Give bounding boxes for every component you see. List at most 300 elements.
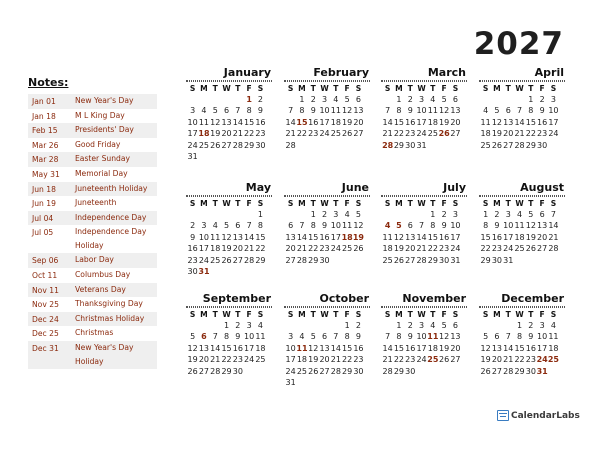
day-cell[interactable]: 26	[221, 255, 232, 265]
day-cell[interactable]: 16	[232, 343, 243, 353]
day-cell[interactable]: 3	[190, 106, 196, 116]
day-cell[interactable]: 3	[321, 95, 328, 104]
day-cell[interactable]: 6	[288, 221, 294, 231]
day-cell[interactable]: 17	[198, 244, 210, 254]
day-cell[interactable]: 25	[514, 244, 525, 254]
day-cell[interactable]: 7	[235, 106, 241, 116]
day-cell[interactable]: 1	[344, 321, 350, 330]
day-cell[interactable]: 19	[439, 343, 450, 353]
day-cell[interactable]: 24	[285, 366, 296, 376]
day-cell[interactable]: 1	[223, 321, 230, 330]
day-cell[interactable]: 11	[255, 332, 266, 342]
day-cell[interactable]: 18	[255, 343, 266, 353]
day-cell[interactable]: 14	[232, 117, 243, 127]
day-cell[interactable]: 24	[450, 244, 461, 254]
day-cell[interactable]: 20	[198, 355, 210, 365]
day-cell[interactable]: 4	[201, 106, 207, 116]
day-cell[interactable]: 27	[319, 366, 330, 376]
day-cell[interactable]: 6	[505, 106, 511, 116]
day-cell[interactable]: 21	[244, 244, 255, 254]
day-cell[interactable]: 4	[344, 210, 350, 219]
day-cell[interactable]: 28	[232, 140, 243, 150]
day-cell[interactable]: 22	[480, 244, 491, 254]
day-cell[interactable]: 8	[483, 221, 489, 231]
day-cell[interactable]: 12	[439, 106, 450, 116]
day-cell[interactable]: 8	[344, 332, 350, 342]
holiday-date[interactable]: 19	[352, 232, 364, 242]
day-cell[interactable]: 9	[235, 332, 241, 342]
day-cell[interactable]: 2	[235, 321, 241, 330]
day-cell[interactable]: 18	[296, 355, 308, 365]
day-cell[interactable]: 20	[221, 129, 232, 139]
day-cell[interactable]: 14	[296, 232, 308, 242]
day-cell[interactable]: 17	[330, 232, 341, 242]
day-cell[interactable]: 5	[494, 106, 500, 116]
day-cell[interactable]: 30	[255, 140, 266, 150]
day-cell[interactable]: 18	[427, 117, 438, 127]
day-cell[interactable]: 20	[232, 244, 243, 254]
day-cell[interactable]: 22	[255, 244, 266, 254]
day-cell[interactable]: 12	[342, 106, 353, 116]
day-cell[interactable]: 28	[514, 140, 525, 150]
day-cell[interactable]: 12	[308, 343, 319, 353]
day-cell[interactable]: 31	[503, 255, 514, 265]
day-cell[interactable]: 7	[212, 332, 218, 342]
day-cell[interactable]: 30	[491, 255, 503, 265]
day-cell[interactable]: 19	[210, 129, 221, 139]
day-cell[interactable]: 2	[257, 95, 263, 104]
day-cell[interactable]: 21	[548, 232, 559, 242]
day-cell[interactable]: 5	[528, 210, 534, 219]
day-cell[interactable]: 16	[187, 244, 198, 254]
day-cell[interactable]: 24	[319, 129, 330, 139]
day-cell[interactable]: 19	[491, 129, 503, 139]
day-cell[interactable]: 20	[450, 343, 461, 353]
day-cell[interactable]: 21	[382, 355, 393, 365]
day-cell[interactable]: 8	[516, 332, 523, 342]
holiday-date[interactable]: 25	[427, 355, 439, 365]
day-cell[interactable]: 9	[407, 332, 413, 342]
day-cell[interactable]: 4	[333, 95, 339, 104]
day-cell[interactable]: 30	[439, 255, 450, 265]
day-cell[interactable]: 28	[382, 366, 393, 376]
day-cell[interactable]: 26	[393, 255, 405, 265]
day-cell[interactable]: 29	[342, 366, 353, 376]
day-cell[interactable]: 29	[525, 140, 536, 150]
day-cell[interactable]: 10	[319, 106, 330, 116]
day-cell[interactable]: 22	[393, 355, 405, 365]
day-cell[interactable]: 10	[450, 221, 461, 231]
day-cell[interactable]: 9	[528, 332, 534, 342]
day-cell[interactable]: 11	[210, 232, 221, 242]
day-cell[interactable]: 1	[310, 210, 316, 219]
day-cell[interactable]: 15	[514, 343, 525, 353]
day-cell[interactable]: 17	[548, 117, 559, 127]
day-cell[interactable]: 27	[450, 129, 461, 139]
day-cell[interactable]: 26	[491, 140, 503, 150]
day-cell[interactable]: 9	[539, 106, 545, 116]
day-cell[interactable]: 23	[537, 129, 548, 139]
day-cell[interactable]: 11	[480, 117, 491, 127]
day-cell[interactable]: 16	[525, 343, 536, 353]
day-cell[interactable]: 8	[430, 221, 436, 231]
day-cell[interactable]: 30	[319, 255, 330, 265]
day-cell[interactable]: 18	[480, 129, 491, 139]
day-cell[interactable]: 16	[405, 117, 416, 127]
day-cell[interactable]: 25	[255, 355, 266, 365]
day-cell[interactable]: 9	[190, 232, 196, 242]
day-cell[interactable]: 11	[382, 232, 393, 242]
day-cell[interactable]: 6	[452, 95, 458, 104]
day-cell[interactable]: 27	[232, 255, 243, 265]
day-cell[interactable]: 27	[491, 366, 503, 376]
day-cell[interactable]: 11	[514, 221, 525, 231]
day-cell[interactable]: 23	[308, 129, 319, 139]
day-cell[interactable]: 16	[537, 117, 548, 127]
day-cell[interactable]: 4	[483, 106, 489, 116]
day-cell[interactable]: 22	[525, 129, 536, 139]
day-cell[interactable]: 24	[187, 140, 198, 150]
day-cell[interactable]: 7	[385, 332, 391, 342]
day-cell[interactable]: 15	[525, 117, 536, 127]
day-cell[interactable]: 17	[450, 232, 461, 242]
day-cell[interactable]: 9	[355, 332, 361, 342]
holiday-date[interactable]: 6	[201, 332, 207, 342]
day-cell[interactable]: 10	[416, 106, 427, 116]
day-cell[interactable]: 20	[353, 117, 364, 127]
day-cell[interactable]: 12	[221, 232, 232, 242]
day-cell[interactable]: 29	[427, 255, 438, 265]
day-cell[interactable]: 10	[416, 332, 427, 342]
day-cell[interactable]: 10	[187, 117, 198, 127]
day-cell[interactable]: 24	[548, 129, 559, 139]
day-cell[interactable]: 4	[299, 332, 305, 342]
holiday-date[interactable]: 5	[396, 221, 402, 231]
day-cell[interactable]: 22	[244, 129, 255, 139]
day-cell[interactable]: 30	[353, 366, 364, 376]
holiday-date[interactable]: 18	[198, 129, 210, 139]
day-cell[interactable]: 28	[285, 140, 296, 150]
day-cell[interactable]: 4	[257, 321, 263, 330]
day-cell[interactable]: 14	[382, 117, 393, 127]
day-cell[interactable]: 13	[221, 117, 232, 127]
day-cell[interactable]: 18	[382, 244, 393, 254]
day-cell[interactable]: 18	[427, 343, 438, 353]
day-cell[interactable]: 26	[439, 355, 450, 365]
day-cell[interactable]: 27	[285, 255, 296, 265]
day-cell[interactable]: 21	[503, 355, 514, 365]
day-cell[interactable]: 14	[330, 343, 341, 353]
day-cell[interactable]: 20	[319, 355, 330, 365]
day-cell[interactable]: 1	[483, 210, 489, 219]
day-cell[interactable]: 3	[201, 221, 207, 231]
day-cell[interactable]: 19	[342, 117, 353, 127]
day-cell[interactable]: 10	[503, 221, 514, 231]
holiday-date[interactable]: 24	[536, 355, 548, 365]
day-cell[interactable]: 19	[187, 355, 198, 365]
day-cell[interactable]: 14	[503, 343, 514, 353]
day-cell[interactable]: 16	[353, 343, 364, 353]
day-cell[interactable]: 7	[550, 210, 556, 219]
day-cell[interactable]: 23	[405, 355, 416, 365]
day-cell[interactable]: 19	[308, 355, 319, 365]
day-cell[interactable]: 1	[396, 321, 402, 330]
day-cell[interactable]: 7	[246, 221, 252, 231]
day-cell[interactable]: 7	[299, 221, 305, 231]
day-cell[interactable]: 3	[288, 332, 294, 342]
day-cell[interactable]: 15	[255, 232, 266, 242]
day-cell[interactable]: 23	[525, 355, 536, 365]
day-cell[interactable]: 26	[342, 129, 353, 139]
day-cell[interactable]: 12	[393, 232, 405, 242]
day-cell[interactable]: 16	[439, 232, 450, 242]
day-cell[interactable]: 15	[393, 343, 405, 353]
day-cell[interactable]: 30	[232, 366, 243, 376]
day-cell[interactable]: 24	[198, 255, 210, 265]
day-cell[interactable]: 22	[393, 129, 405, 139]
day-cell[interactable]: 15	[393, 117, 405, 127]
day-cell[interactable]: 6	[355, 95, 361, 104]
day-cell[interactable]: 9	[257, 106, 263, 116]
day-cell[interactable]: 8	[310, 221, 316, 231]
day-cell[interactable]: 4	[430, 95, 436, 104]
day-cell[interactable]: 7	[288, 106, 294, 116]
day-cell[interactable]: 26	[308, 366, 319, 376]
day-cell[interactable]: 6	[321, 332, 328, 342]
day-cell[interactable]: 30	[525, 366, 536, 376]
day-cell[interactable]: 11	[330, 106, 341, 116]
day-cell[interactable]: 14	[210, 343, 221, 353]
day-cell[interactable]: 27	[198, 366, 210, 376]
holiday-date[interactable]: 25	[547, 355, 559, 365]
day-cell[interactable]: 13	[198, 343, 210, 353]
day-cell[interactable]: 21	[285, 129, 296, 139]
day-cell[interactable]: 17	[285, 355, 296, 365]
day-cell[interactable]: 12	[210, 117, 221, 127]
day-cell[interactable]: 6	[223, 106, 230, 116]
day-cell[interactable]: 24	[330, 244, 341, 254]
day-cell[interactable]: 4	[212, 221, 218, 231]
day-cell[interactable]: 26	[480, 366, 491, 376]
day-cell[interactable]: 9	[321, 221, 328, 231]
day-cell[interactable]: 18	[548, 343, 559, 353]
day-cell[interactable]: 20	[537, 232, 548, 242]
day-cell[interactable]: 22	[296, 129, 308, 139]
day-cell[interactable]: 19	[439, 117, 450, 127]
holiday-date[interactable]: 4	[384, 221, 391, 231]
day-cell[interactable]: 6	[539, 210, 545, 219]
day-cell[interactable]: 24	[244, 355, 255, 365]
holiday-date[interactable]: 1	[246, 95, 252, 104]
day-cell[interactable]: 23	[491, 244, 503, 254]
day-cell[interactable]: 19	[221, 244, 232, 254]
day-cell[interactable]: 11	[342, 221, 353, 231]
day-cell[interactable]: 17	[503, 232, 514, 242]
day-cell[interactable]: 20	[285, 244, 296, 254]
day-cell[interactable]: 20	[503, 129, 514, 139]
day-cell[interactable]: 2	[310, 95, 316, 104]
day-cell[interactable]: 28	[330, 366, 341, 376]
day-cell[interactable]: 29	[244, 140, 255, 150]
day-cell[interactable]: 31	[187, 151, 198, 161]
day-cell[interactable]: 13	[503, 117, 514, 127]
day-cell[interactable]: 9	[310, 106, 316, 116]
day-cell[interactable]: 10	[548, 106, 559, 116]
day-cell[interactable]: 10	[285, 343, 296, 353]
day-cell[interactable]: 8	[396, 106, 402, 116]
day-cell[interactable]: 5	[441, 95, 447, 104]
day-cell[interactable]: 30	[187, 266, 198, 276]
day-cell[interactable]: 21	[382, 129, 393, 139]
day-cell[interactable]: 16	[405, 343, 416, 353]
day-cell[interactable]: 26	[210, 140, 221, 150]
day-cell[interactable]: 8	[396, 332, 402, 342]
day-cell[interactable]: 2	[441, 210, 447, 219]
day-cell[interactable]: 3	[539, 321, 545, 330]
day-cell[interactable]: 28	[210, 366, 221, 376]
holiday-date[interactable]: 28	[382, 140, 394, 150]
day-cell[interactable]: 23	[187, 255, 198, 265]
day-cell[interactable]: 5	[212, 106, 218, 116]
day-cell[interactable]: 17	[244, 343, 255, 353]
day-cell[interactable]: 22	[342, 355, 353, 365]
day-cell[interactable]: 21	[210, 355, 221, 365]
day-cell[interactable]: 27	[537, 244, 548, 254]
day-cell[interactable]: 22	[221, 355, 232, 365]
holiday-date[interactable]: 11	[427, 332, 439, 342]
day-cell[interactable]: 2	[321, 210, 328, 219]
day-cell[interactable]: 15	[244, 117, 255, 127]
holiday-date[interactable]: 15	[296, 117, 308, 127]
day-cell[interactable]: 17	[416, 343, 427, 353]
day-cell[interactable]: 25	[342, 244, 353, 254]
day-cell[interactable]: 24	[503, 244, 514, 254]
day-cell[interactable]: 12	[439, 332, 450, 342]
holiday-date[interactable]: 18	[341, 232, 353, 242]
day-cell[interactable]: 30	[405, 140, 416, 150]
day-cell[interactable]: 20	[491, 355, 503, 365]
day-cell[interactable]: 18	[330, 117, 341, 127]
day-cell[interactable]: 16	[491, 232, 503, 242]
day-cell[interactable]: 17	[319, 117, 330, 127]
day-cell[interactable]: 3	[418, 321, 425, 330]
day-cell[interactable]: 2	[407, 321, 413, 330]
day-cell[interactable]: 28	[503, 366, 514, 376]
day-cell[interactable]: 26	[525, 244, 536, 254]
day-cell[interactable]: 31	[450, 255, 461, 265]
day-cell[interactable]: 18	[210, 244, 221, 254]
day-cell[interactable]: 13	[232, 232, 243, 242]
day-cell[interactable]: 29	[255, 255, 266, 265]
day-cell[interactable]: 2	[494, 210, 500, 219]
day-cell[interactable]: 14	[548, 221, 559, 231]
day-cell[interactable]: 3	[246, 321, 252, 330]
day-cell[interactable]: 7	[505, 332, 511, 342]
day-cell[interactable]: 14	[514, 117, 525, 127]
day-cell[interactable]: 1	[396, 95, 402, 104]
day-cell[interactable]: 12	[525, 221, 536, 231]
day-cell[interactable]: 23	[319, 244, 330, 254]
day-cell[interactable]: 16	[308, 117, 319, 127]
day-cell[interactable]: 9	[407, 106, 413, 116]
day-cell[interactable]: 13	[537, 221, 548, 231]
day-cell[interactable]: 9	[494, 221, 500, 231]
day-cell[interactable]: 8	[246, 106, 252, 116]
day-cell[interactable]: 20	[405, 244, 416, 254]
day-cell[interactable]: 14	[382, 343, 393, 353]
day-cell[interactable]: 6	[407, 221, 413, 231]
day-cell[interactable]: 13	[450, 332, 461, 342]
day-cell[interactable]: 17	[416, 117, 427, 127]
day-cell[interactable]: 13	[450, 106, 461, 116]
day-cell[interactable]: 14	[244, 232, 255, 242]
day-cell[interactable]: 8	[528, 106, 534, 116]
day-cell[interactable]: 13	[405, 232, 416, 242]
holiday-date[interactable]: 26	[438, 129, 450, 139]
day-cell[interactable]: 6	[235, 221, 241, 231]
day-cell[interactable]: 31	[285, 377, 296, 387]
day-cell[interactable]: 2	[528, 321, 534, 330]
day-cell[interactable]: 14	[416, 232, 427, 242]
day-cell[interactable]: 27	[405, 255, 416, 265]
day-cell[interactable]: 6	[452, 321, 458, 330]
day-cell[interactable]: 13	[285, 232, 296, 242]
day-cell[interactable]: 7	[333, 332, 339, 342]
day-cell[interactable]: 3	[333, 210, 339, 219]
day-cell[interactable]: 1	[528, 95, 534, 104]
day-cell[interactable]: 26	[187, 366, 198, 376]
day-cell[interactable]: 16	[319, 232, 330, 242]
day-cell[interactable]: 26	[353, 244, 364, 254]
day-cell[interactable]: 28	[296, 255, 308, 265]
day-cell[interactable]: 17	[187, 129, 198, 139]
day-cell[interactable]: 5	[344, 95, 350, 104]
holiday-date[interactable]: 11	[296, 343, 308, 353]
day-cell[interactable]: 7	[418, 221, 425, 231]
day-cell[interactable]: 10	[330, 221, 341, 231]
day-cell[interactable]: 4	[550, 321, 556, 330]
day-cell[interactable]: 19	[480, 355, 491, 365]
day-cell[interactable]: 3	[550, 95, 556, 104]
day-cell[interactable]: 22	[514, 355, 525, 365]
day-cell[interactable]: 10	[244, 332, 255, 342]
day-cell[interactable]: 24	[416, 129, 427, 139]
day-cell[interactable]: 18	[514, 232, 525, 242]
day-cell[interactable]: 23	[439, 244, 450, 254]
day-cell[interactable]: 24	[416, 355, 427, 365]
day-cell[interactable]: 29	[393, 140, 405, 150]
day-cell[interactable]: 5	[355, 210, 361, 219]
day-cell[interactable]: 8	[299, 106, 305, 116]
day-cell[interactable]: 1	[516, 321, 523, 330]
day-cell[interactable]: 7	[385, 106, 391, 116]
day-cell[interactable]: 12	[480, 343, 491, 353]
day-cell[interactable]: 21	[416, 244, 427, 254]
day-cell[interactable]: 27	[353, 129, 364, 139]
day-cell[interactable]: 3	[452, 210, 458, 219]
day-cell[interactable]: 21	[330, 355, 341, 365]
day-cell[interactable]: 25	[198, 140, 210, 150]
day-cell[interactable]: 15	[427, 232, 438, 242]
day-cell[interactable]: 15	[342, 343, 353, 353]
day-cell[interactable]: 7	[516, 106, 523, 116]
day-cell[interactable]: 4	[516, 210, 523, 219]
day-cell[interactable]: 28	[416, 255, 427, 265]
day-cell[interactable]: 5	[441, 321, 447, 330]
day-cell[interactable]: 3	[418, 95, 425, 104]
day-cell[interactable]: 29	[480, 255, 491, 265]
day-cell[interactable]: 28	[244, 255, 255, 265]
